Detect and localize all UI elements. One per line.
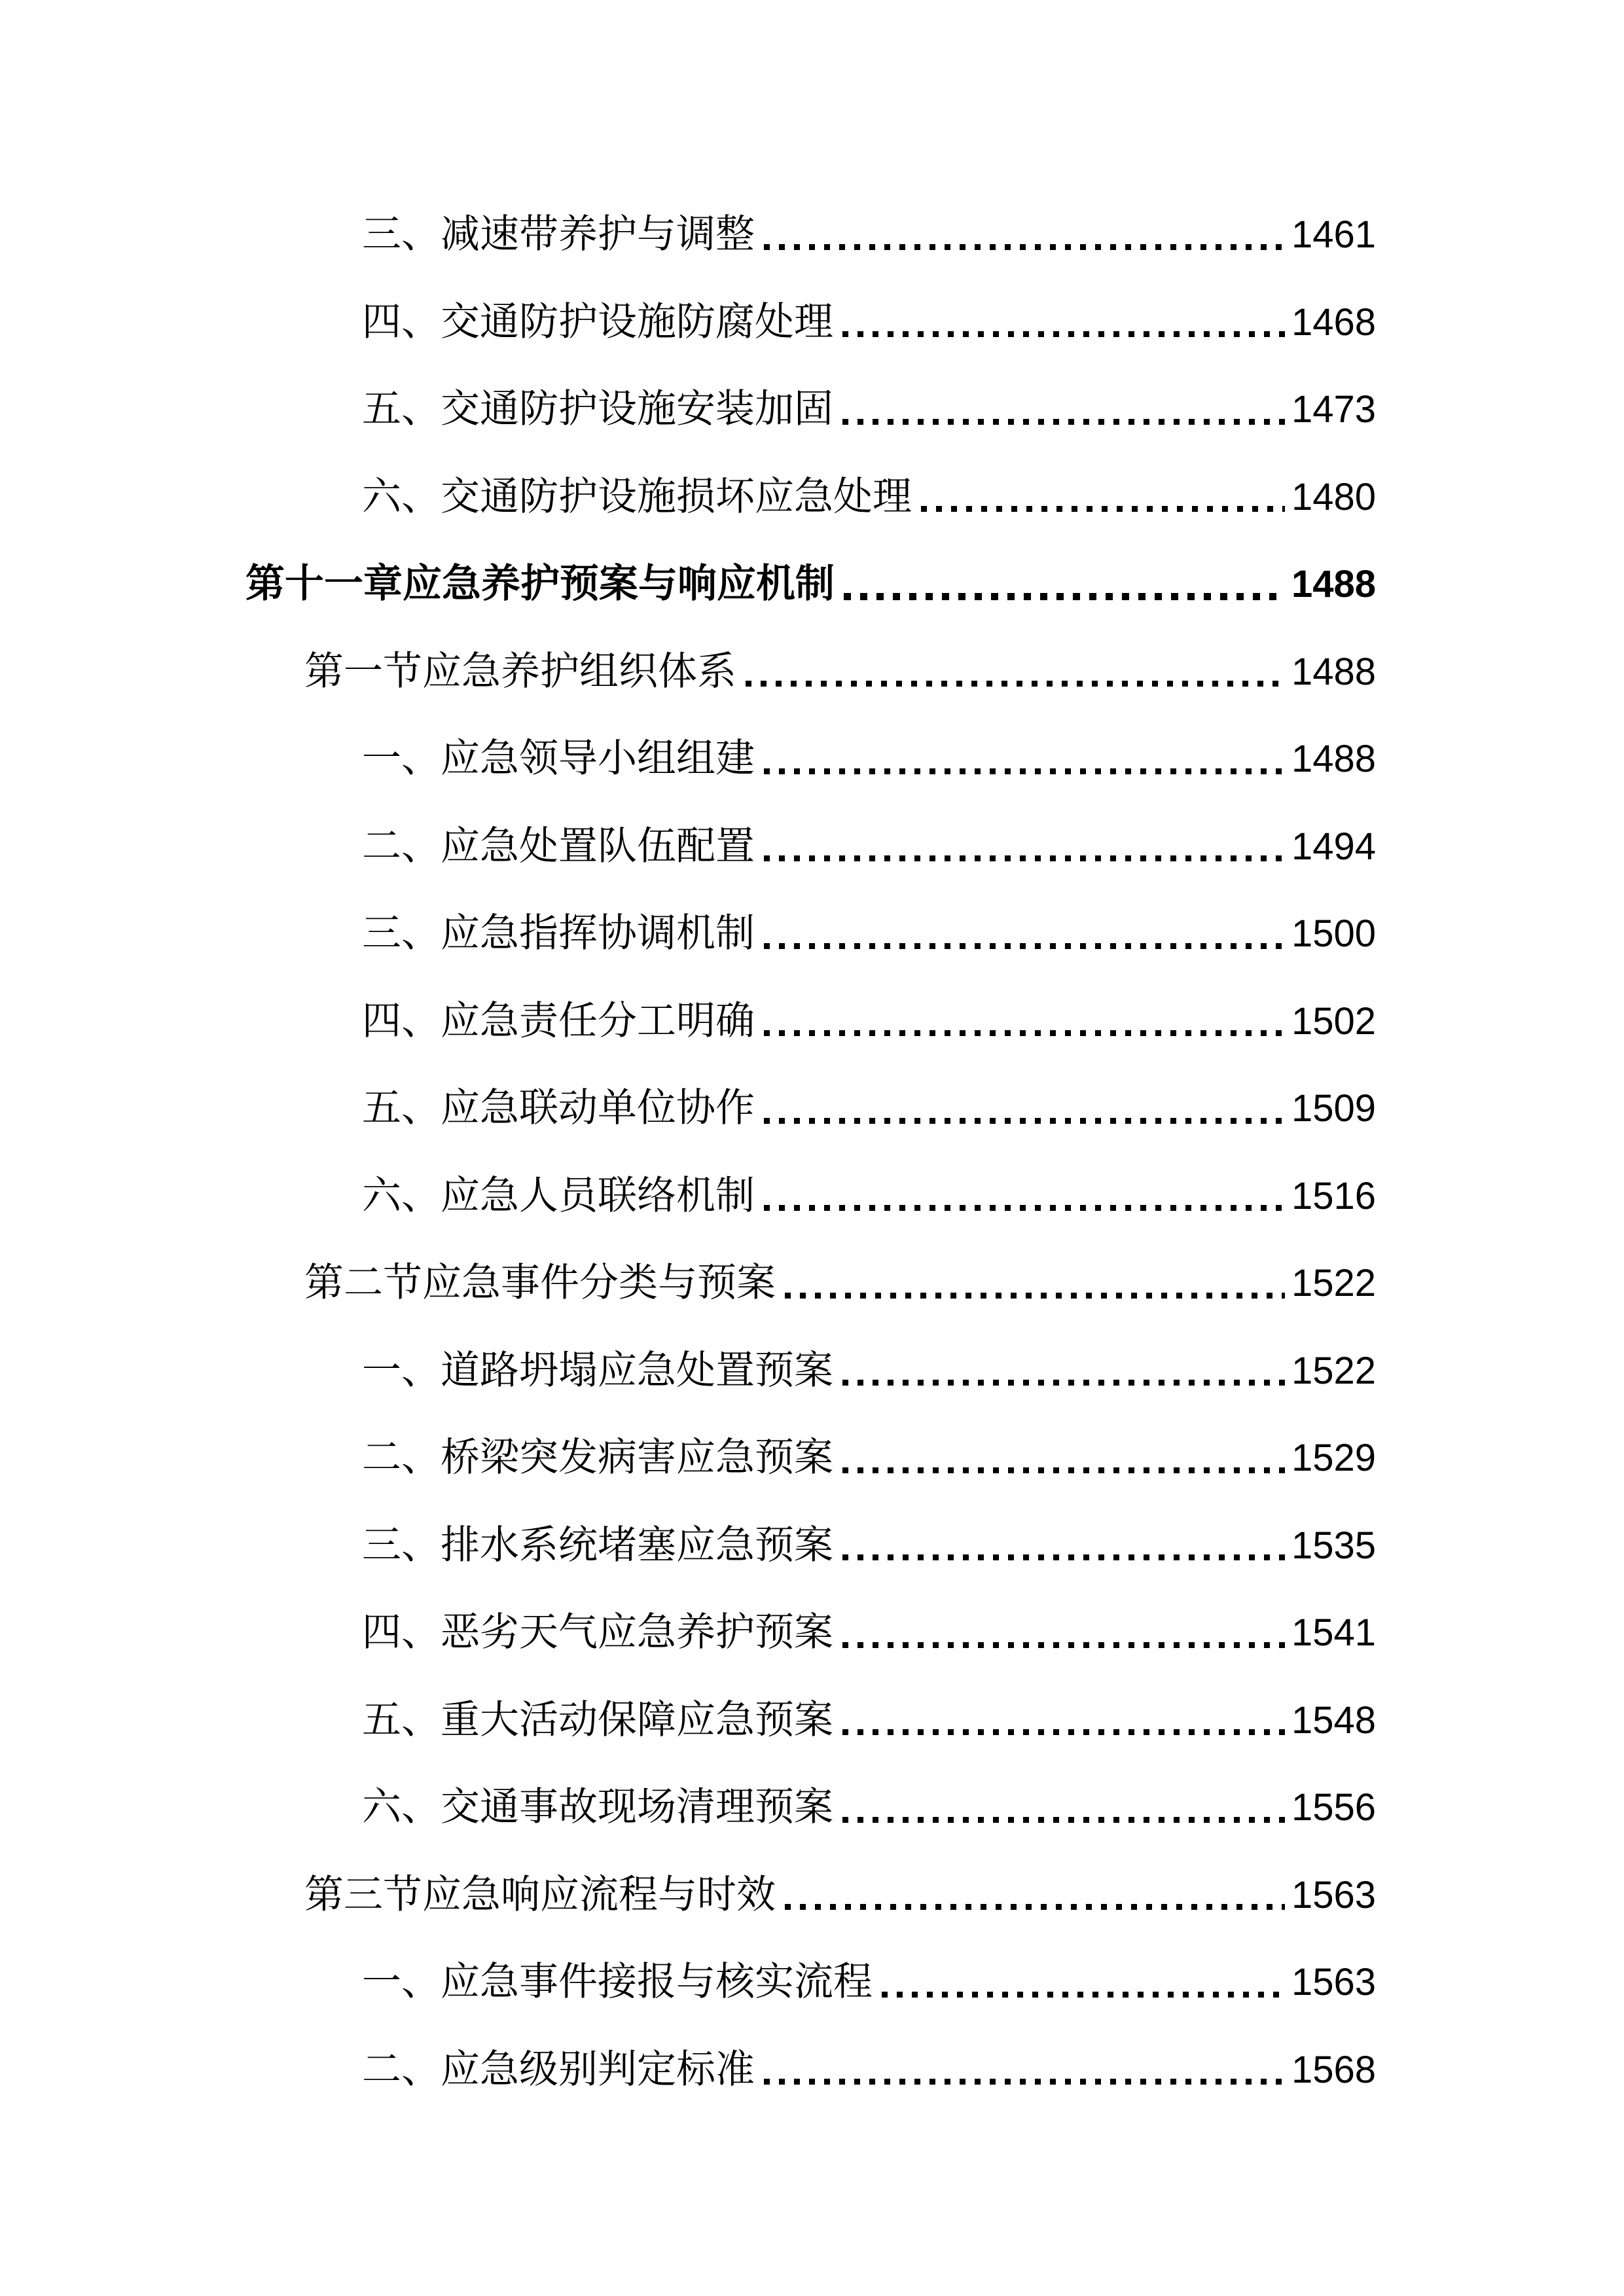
dot-leader (764, 1118, 1285, 1124)
toc-entry[interactable] (0, 1852, 1624, 1939)
toc-entry-page-number: 1522 (1291, 1262, 1376, 1304)
toc-entry-page-number: 1529 (1291, 1437, 1376, 1479)
toc-entry[interactable] (0, 1939, 1624, 2026)
toc-entry[interactable] (0, 541, 1624, 628)
dot-leader (764, 1030, 1285, 1036)
toc-entry-title: 六、交通防护设施损坏应急处理 (362, 475, 912, 518)
toc-entry-title: 一、应急领导小组组建 (362, 737, 755, 780)
toc-entry-page-number: 1473 (1291, 388, 1376, 431)
toc-entry[interactable] (0, 1065, 1624, 1153)
toc-entry[interactable] (0, 1764, 1624, 1852)
toc-entry-page-number: 1563 (1291, 1873, 1376, 1916)
toc-entry[interactable] (0, 628, 1624, 716)
dot-leader (764, 943, 1285, 949)
toc-entry-page-number: 1488 (1291, 563, 1376, 605)
toc-entry-title: 一、道路坍塌应急处置预案 (362, 1348, 833, 1392)
toc-entry-page-number: 1488 (1291, 738, 1376, 780)
toc-entry-page-number: 1568 (1291, 2048, 1376, 2091)
dot-leader (842, 419, 1285, 425)
dot-leader (842, 1467, 1285, 1473)
toc-entry-title: 四、交通防护设施防腐处理 (362, 300, 833, 344)
toc-entry-page-number: 1494 (1291, 825, 1376, 868)
toc-entry[interactable] (0, 1677, 1624, 1765)
dot-leader (844, 593, 1285, 600)
toc-entry-title: 三、减速带养护与调整 (362, 213, 755, 256)
toc-entry-page-number: 1509 (1291, 1087, 1376, 1130)
toc-entry-title: 第二节应急事件分类与预案 (304, 1261, 776, 1304)
toc-entry-title: 第十一章应急养护预案与响应机制 (245, 562, 835, 605)
dot-leader (921, 506, 1285, 512)
toc-entry-title: 一、应急事件接报与核实流程 (362, 1960, 873, 2003)
toc-entry[interactable] (0, 1240, 1624, 1327)
dot-leader (746, 681, 1285, 687)
dot-leader (764, 855, 1285, 861)
toc-entry-title: 五、应急联动单位协作 (362, 1086, 755, 1130)
toc-entry-title: 二、桥梁突发病害应急预案 (362, 1436, 833, 1479)
toc-entry-title: 第一节应急养护组织体系 (304, 649, 736, 693)
toc-entry-page-number: 1500 (1291, 912, 1376, 955)
toc-entry-title: 四、应急责任分工明确 (362, 999, 755, 1043)
toc-entry-page-number: 1480 (1291, 475, 1376, 518)
dot-leader (882, 1992, 1285, 1998)
dot-leader (764, 2079, 1285, 2085)
toc-entry-page-number: 1563 (1291, 1961, 1376, 2003)
dot-leader (785, 1904, 1285, 1910)
toc-entry[interactable] (0, 978, 1624, 1066)
toc-entry-page-number: 1468 (1291, 300, 1376, 344)
toc-entry-page-number: 1516 (1291, 1174, 1376, 1217)
dot-leader (785, 1293, 1285, 1299)
dot-leader (764, 244, 1285, 250)
toc-entry[interactable] (0, 715, 1624, 803)
toc-entry-title: 第三节应急响应流程与时效 (304, 1873, 776, 1916)
dot-leader (764, 768, 1285, 774)
dot-leader (842, 331, 1285, 337)
toc-entry-page-number: 1556 (1291, 1786, 1376, 1829)
toc-entry-title: 二、应急处置队伍配置 (362, 824, 755, 868)
toc-entry-title: 五、交通防护设施安装加固 (362, 387, 833, 431)
toc-entry[interactable] (0, 1589, 1624, 1677)
toc-entry-title: 六、交通事故现场清理预案 (362, 1785, 833, 1829)
toc-entry-page-number: 1541 (1291, 1611, 1376, 1654)
toc-entry-page-number: 1461 (1291, 213, 1376, 256)
toc-entry[interactable] (0, 890, 1624, 978)
table-of-contents (0, 191, 1624, 2113)
toc-entry[interactable] (0, 454, 1624, 541)
toc-entry-title: 三、应急指挥协调机制 (362, 912, 755, 955)
toc-entry-page-number: 1488 (1291, 650, 1376, 693)
toc-entry[interactable] (0, 279, 1624, 367)
toc-entry-page-number: 1548 (1291, 1698, 1376, 1742)
toc-entry-page-number: 1522 (1291, 1349, 1376, 1392)
dot-leader (842, 1642, 1285, 1648)
toc-entry-page-number: 1535 (1291, 1524, 1376, 1567)
toc-entry[interactable] (0, 2026, 1624, 2114)
toc-entry-title: 三、排水系统堵塞应急预案 (362, 1523, 833, 1567)
toc-entry-title: 四、恶劣天气应急养护预案 (362, 1611, 833, 1654)
toc-entry[interactable] (0, 366, 1624, 454)
dot-leader (842, 1380, 1285, 1386)
toc-entry-title: 二、应急级别判定标准 (362, 2047, 755, 2091)
toc-entry-title: 六、应急人员联络机制 (362, 1174, 755, 1217)
dot-leader (842, 1817, 1285, 1823)
dot-leader (842, 1554, 1285, 1560)
toc-entry-page-number: 1502 (1291, 999, 1376, 1043)
toc-entry[interactable] (0, 803, 1624, 891)
toc-entry[interactable] (0, 1327, 1624, 1415)
toc-entry[interactable] (0, 1153, 1624, 1240)
dot-leader (842, 1729, 1285, 1735)
toc-entry[interactable] (0, 1502, 1624, 1590)
toc-entry-title: 五、重大活动保障应急预案 (362, 1698, 833, 1742)
dot-leader (764, 1205, 1285, 1211)
toc-entry[interactable] (0, 191, 1624, 279)
toc-entry[interactable] (0, 1414, 1624, 1502)
